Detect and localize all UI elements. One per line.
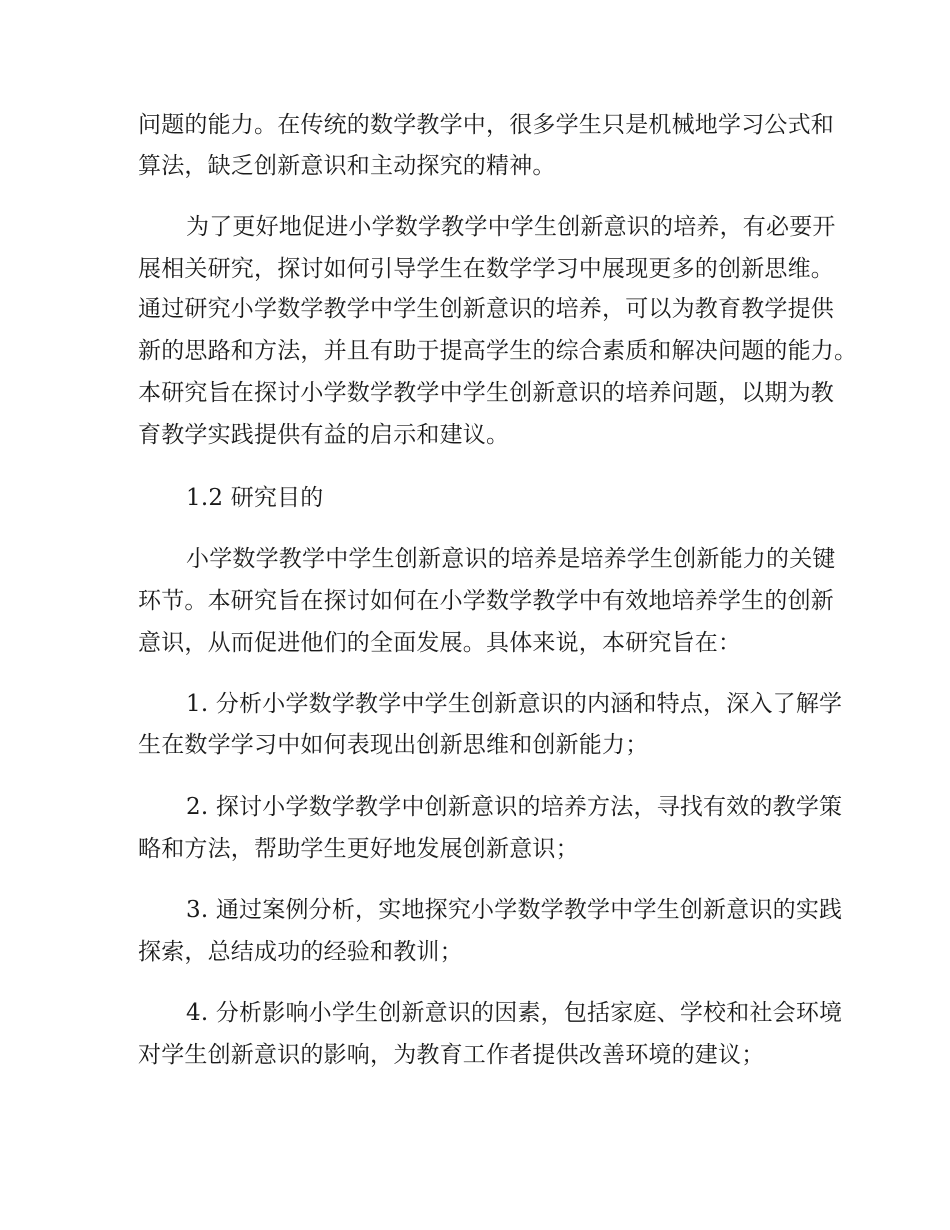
paragraph-line: 意识，从而促进他们的全面发展。具体来说，本研究旨在： bbox=[138, 630, 742, 656]
paragraph-line: 小学数学教学中学生创新意识的培养是培养学生创新能力的关键 bbox=[186, 546, 836, 572]
paragraph-line: 育教学实践提供有益的启示和建议。 bbox=[138, 422, 510, 448]
list-item-line: 1. 分析小学数学教学中学生创新意识的内涵和特点，深入了解学 bbox=[186, 691, 843, 717]
paragraph-line: 通过研究小学数学教学中学生创新意识的培养，可以为教育教学提供 bbox=[138, 296, 834, 322]
list-item-line: 对学生创新意识的影响，为教育工作者提供改善环境的建议； bbox=[138, 1042, 765, 1068]
paragraph-line: 算法，缺乏创新意识和主动探究的精神。 bbox=[138, 153, 556, 179]
paragraph-line: 环节。本研究旨在探讨如何在小学数学教学中有效地培养学生的创新 bbox=[138, 588, 834, 614]
paragraph-line: 展相关研究，探讨如何引导学生在数学学习中展现更多的创新思维。 bbox=[138, 256, 834, 282]
list-item-line: 4. 分析影响小学生创新意识的因素，包括家庭、学校和社会环境 bbox=[186, 1000, 843, 1026]
list-item-line: 3. 通过案例分析，实地探究小学数学教学中学生创新意识的实践 bbox=[186, 897, 843, 923]
paragraph-line: 新的思路和方法，并且有助于提高学生的综合素质和解决问题的能力。 bbox=[138, 338, 858, 364]
list-item-line: 略和方法，帮助学生更好地发展创新意识； bbox=[138, 836, 579, 862]
paragraph-line: 本研究旨在探讨小学数学教学中学生创新意识的培养问题，以期为教 bbox=[138, 380, 834, 406]
list-item-line: 生在数学学习中如何表现出创新思维和创新能力； bbox=[138, 732, 649, 758]
paragraph-line: 为了更好地促进小学数学教学中学生创新意识的培养，有必要开 bbox=[186, 214, 836, 240]
section-heading: 1.2 研究目的 bbox=[186, 485, 324, 511]
paragraph-line: 问题的能力。在传统的数学教学中，很多学生只是机械地学习公式和 bbox=[138, 112, 834, 138]
list-item-line: 探索，总结成功的经验和教训； bbox=[138, 939, 463, 965]
list-item-line: 2. 探讨小学数学教学中创新意识的培养方法，寻找有效的教学策 bbox=[186, 794, 843, 820]
